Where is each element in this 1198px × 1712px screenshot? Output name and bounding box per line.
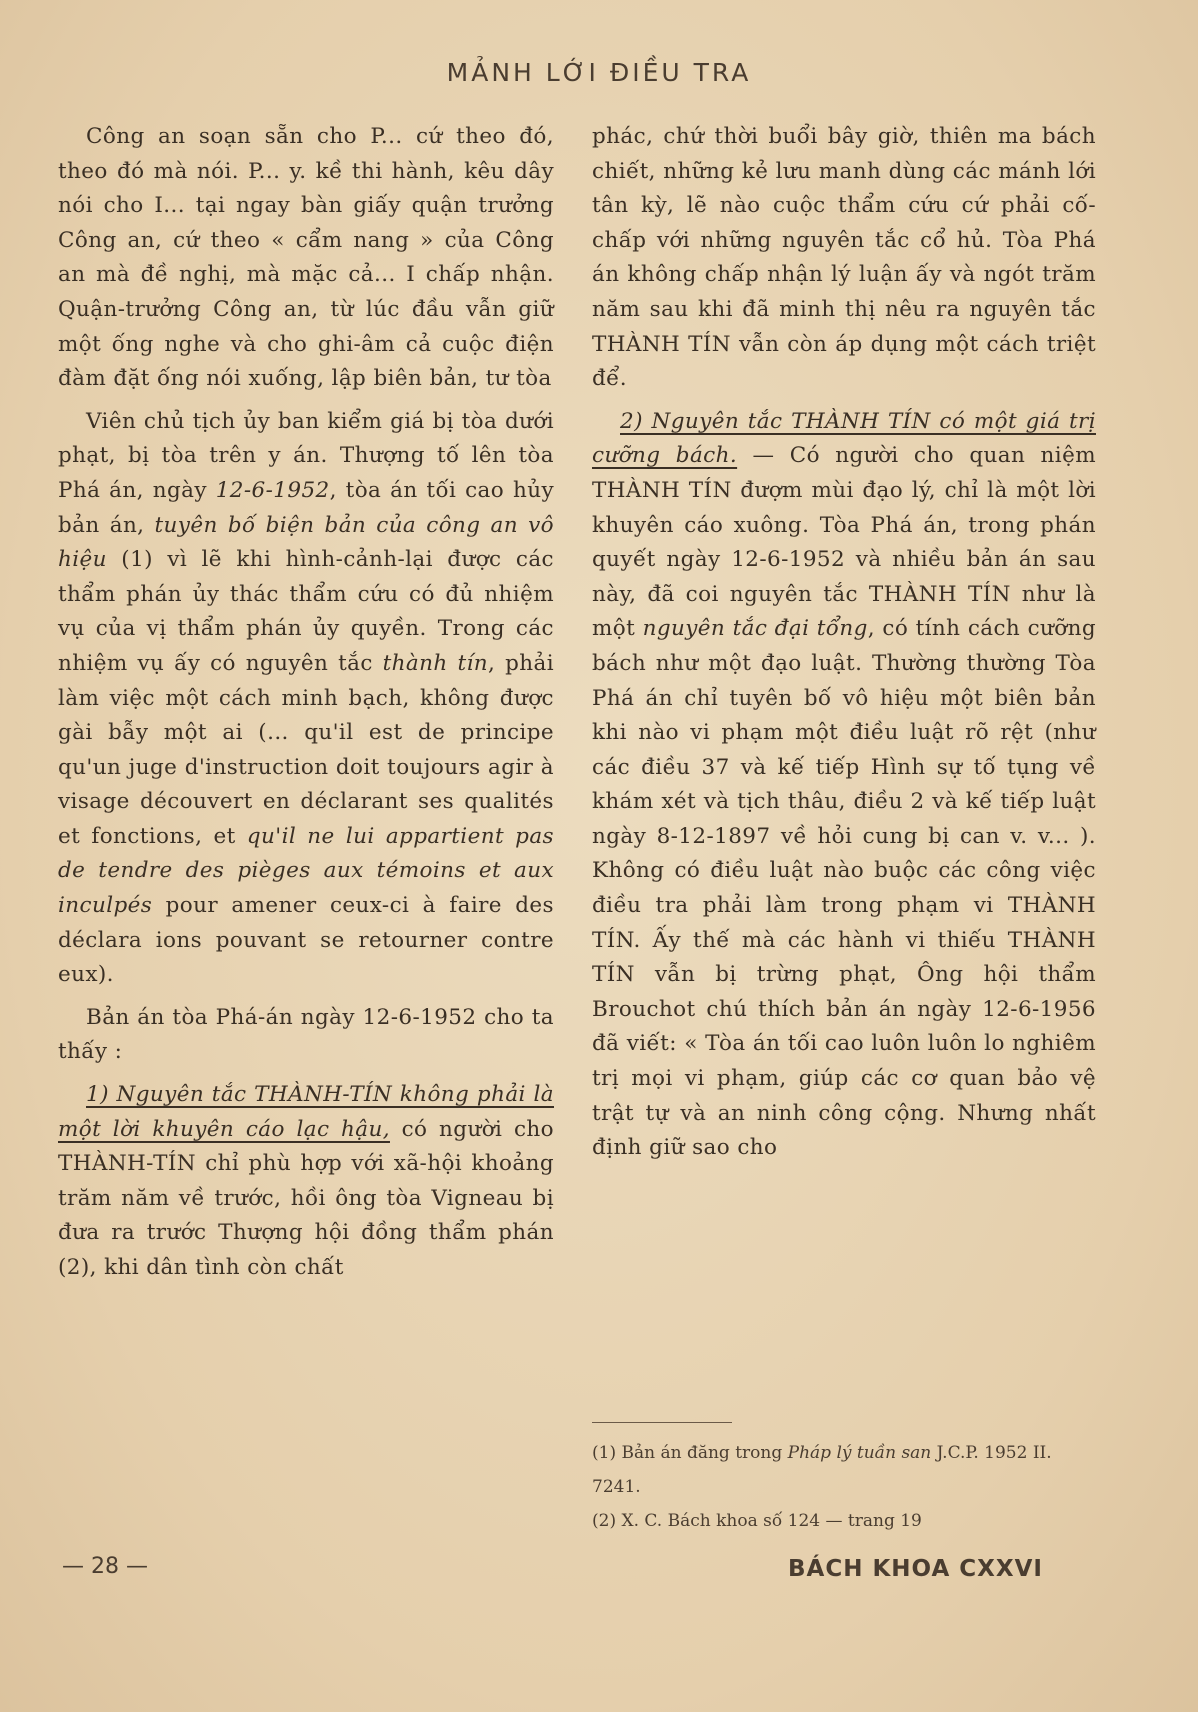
paragraph xyxy=(58,405,554,993)
text-run: có người cho THÀNH-TÍN chỉ phù hợp với xã-hội khoảng trăm năm về trước, hồi ông tòa Vigneau bị đưa ra trước Thượng hội đồng thẩm phán (2), khi dân tình còn chất xyxy=(58,1116,554,1280)
text-run: , tòa án tối cao hủy bản án, xyxy=(58,477,554,538)
text-run: (1) Bản án đăng trong xyxy=(592,1443,788,1463)
page-number: — 28 — xyxy=(62,1554,148,1579)
paragraph xyxy=(592,405,1096,1166)
italic-phrase: Pháp lý tuần san xyxy=(787,1443,932,1463)
section-heading: 1) Nguyên tắc THÀNH-TÍN không phải là một lời khuyên cáo lạc hậu, xyxy=(58,1082,554,1142)
paragraph: phác, chứ thời buổi bây giờ, thiên ma bách chiết, những kẻ lưu manh dùng các mánh lới tân kỳ, lẽ nào cuộc thẩm cứu cứ phải cố-chấp với những nguyên tắc cổ hủ. Tòa Phá án không chấp nhận lý luận ấy và ngót trăm năm sau khi đã minh thị nêu ra nguyên tắc THÀNH TÍN vẫn còn áp dụng một cách triệt để. xyxy=(592,124,1096,392)
running-title: MẢNH LỚI ĐIỀU TRA xyxy=(446,58,752,87)
paragraph: Công an soạn sẵn cho P... cứ theo đó, theo đó mà nói. P... y. kề thi hành, kêu dây nói cho I... tại ngay bàn giấy quận trưởng Công an, cứ theo « cẩm nang » của Công an mà đề nghị, mà mặc cả... I chấp nhận. Quận-trưởng Công an, từ lúc đầu vẫn giữ một ống nghe và cho ghi-âm cả cuộc điện đàm đặt ống nói xuống, lập biên bản, tư tòa xyxy=(58,124,554,392)
text-run: J.C.P. 1952 II. 7241. xyxy=(592,1443,1052,1497)
magazine-title: BÁCH KHOA CXXVI xyxy=(788,1556,1043,1582)
text-run: (1) vì lẽ khi hình-cảnh-lại được các thẩm phán ủy thác thẩm cứu có đủ nhiệm vụ của vị thẩm phán ủy quyền. Trong các nhiệm vụ ấy có nguyên tắc xyxy=(58,547,554,676)
right-column xyxy=(592,120,1096,1166)
section-heading: 2) Nguyên tắc THÀNH TÍN có một giá trị cưỡng bách. xyxy=(592,408,1096,469)
text-run: — Có người cho quan niệm THÀNH TÍN đượm mùi đạo lý, chỉ là một lời khuyên cáo xuông. Tòa Phá án, trong phán quyết ngày 12-6-1952 và nhiều bản án sau này, đã coi nguyên tắc THÀNH TÍN như là một xyxy=(592,443,1096,642)
footnotes xyxy=(592,1436,1096,1538)
text-run: pour amener ceux-ci à faire des déclara ions pouvant se retourner contre eux). xyxy=(58,893,554,988)
footnote: (2) X. C. Bách khoa số 124 — trang 19 xyxy=(592,1511,922,1531)
italic-phrase: qu'il ne lui appartient pas de tendre des pièges aux témoins et aux inculpés xyxy=(58,823,554,919)
text-run: , có tính cách cưỡng bách như một đạo luật. Thường thường Tòa Phá án chỉ tuyên bố vô hiệu một biên bản khi nào vi phạm một điều luật rõ rệt (như các điều 37 và kế tiếp Hình sự tố tụng về khám xét và tịch thâu, điều 2 và kế tiếp luật ngày 8-12-1897 về hỏi cung bị can v. v... ). Không có điều luật nào buộc các công việc điều tra phải làm trong phạm vi THÀNH TÍN. Ấy thế mà các hành vi thiếu THÀNH TÍN vẫn bị trừng phạt, Ông hội thẩm Brouchot chú thích bản án ngày 12-6-1956 đã viết: « Tòa án tối cao luôn luôn lo nghiêm trị mọi vi phạm, giúp các cơ quan bảo vệ trật tự và an ninh công cộng. Nhưng nhất định giữ sao cho xyxy=(592,616,1097,1161)
date-italic: 12-6-1952 xyxy=(215,477,330,503)
italic-phrase: nguyên tắc đại tổng xyxy=(642,616,868,642)
footnote-divider xyxy=(592,1422,732,1423)
left-column xyxy=(58,120,554,1286)
text-run: Viên chủ tịch ủy ban kiểm giá bị tòa dưới phạt, bị tòa trên y án. Thượng tố lên tòa Phá án, ngày xyxy=(58,408,554,503)
italic-phrase: thành tín xyxy=(382,650,489,676)
paragraph: Bản án tòa Phá-án ngày 12-6-1952 cho ta thấy : xyxy=(58,1004,554,1065)
paragraph xyxy=(58,1078,554,1286)
footnote xyxy=(592,1436,1096,1504)
italic-phrase: tuyên bố biện bản của công an vô hiệu xyxy=(58,512,554,573)
text-run: , phải làm việc một cách minh bạch, không được gài bẫy một ai (... qu'il est de principe qu'un juge d'instruction doit toujours agir à visage découvert en déclarant ses qualités et fonctions, et xyxy=(58,650,555,849)
